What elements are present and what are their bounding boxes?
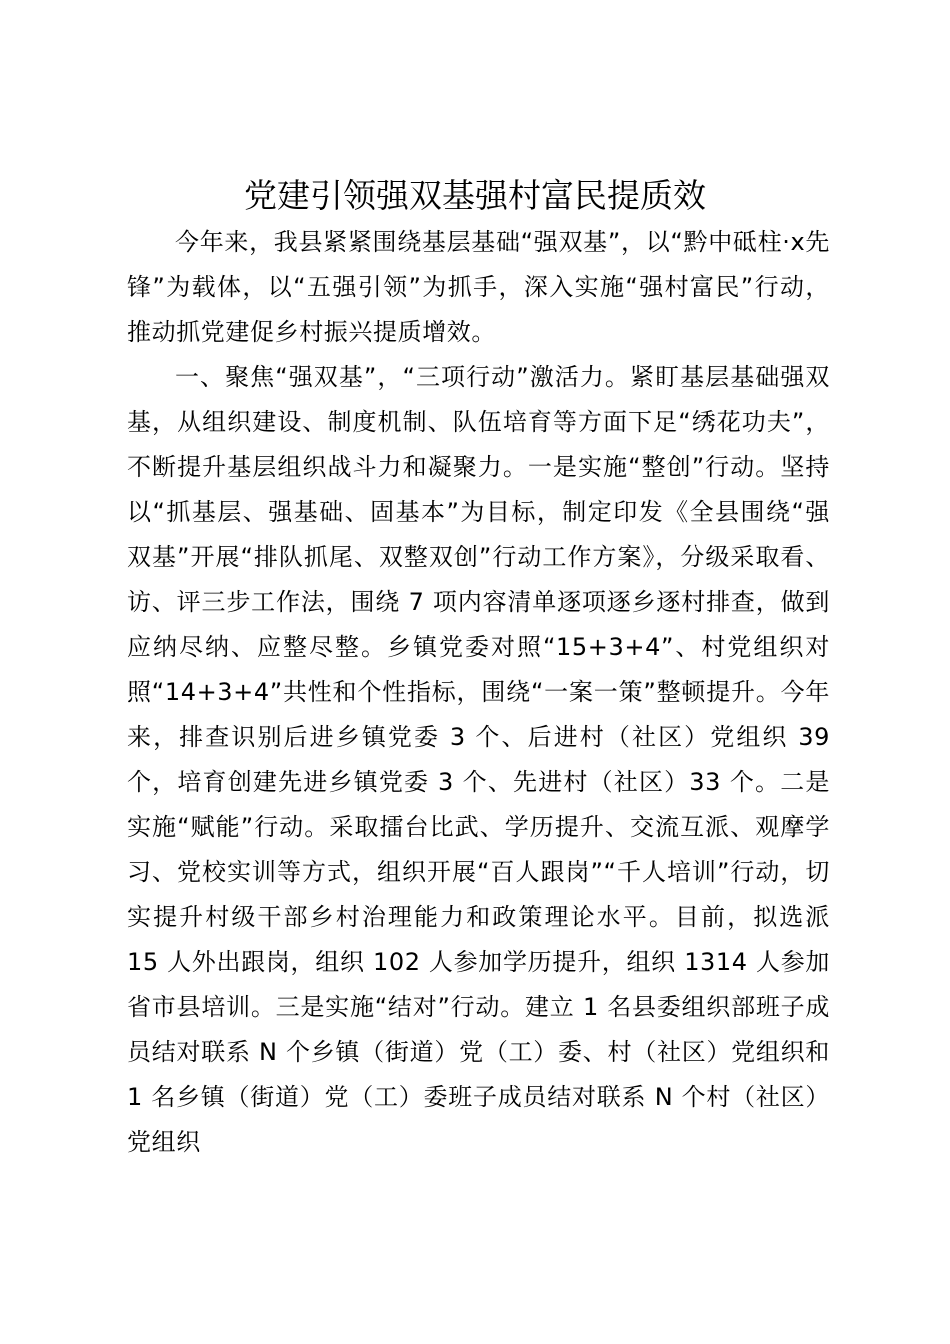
section-one-paragraph: 一、聚焦“强双基”，“三项行动”激活力。紧盯基层基础强双基，从组织建设、制度机制、队伍培育等方面下足“绣花功夫”，不断提升基层组织战斗力和凝聚力。一是实施“整创”行动。坚持以“抓基层、强基础、固基本”为目标，制定印发《全县围绕“强双基”开展“排队抓尾、双整双创”行动工作方案》，分级采取看、访、评三步工作法，围绕 7 项内容清单逐项逐乡逐村排查，做到应纳尽纳、应整尽整。乡镇党委对照“15+3+4”、村党组织对照“14+3+4”共性和个性指标，围绕“一案一策”整顿提升。今年来，排查识别后进乡镇党委 3 个、后进村（社区）党组织 39 个，培育创建先进乡镇党委 3 个、先进村（社区）33 个。二是实施“赋能”行动。采取擂台比武、学历提升、交流互派、观摩学习、党校实训等方式，组织开展“百人跟岗”“千人培训”行动，切实提升村级干部乡村治理能力和政策理论水平。目前，拟选派 15 人外出跟岗，组织 102 人参加学历提升，组织 1314 人参加省市县培训。三是实施“结对”行动。建立 1 名县委组织部班子成员结对联系 N 个乡镇（街道）党（工）委、村（社区）党组织和 1 名乡镇（街道）党（工）委班子成员结对联系 N 个村（社区）党组织 — [127, 363, 830, 1156]
intro-paragraph: 今年来，我县紧紧围绕基层基础“强双基”，以“黔中砥柱·x先锋”为载体，以“五强引领”为抓手，深入实施“强村富民”行动，推动抓党建促乡村振兴提质增效。 — [127, 228, 830, 346]
document-body — [127, 220, 830, 1165]
document-title: 党建引领强双基强村富民提质效 — [244, 176, 706, 215]
